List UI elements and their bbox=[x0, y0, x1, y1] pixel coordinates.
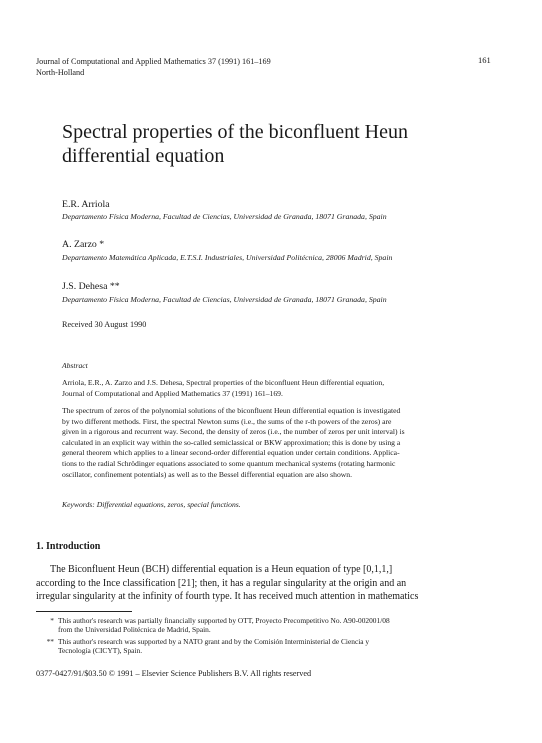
intro-line: irregular singularity at the infinity of fourth type. It has received much attention in mathematics bbox=[36, 591, 419, 602]
footnote-mark: ** bbox=[46, 637, 54, 646]
author-affiliation: Departamento Matemática Aplicada, E.T.S.I. Industriales, Universidad Politécnica, 28006 Madrid, Spain bbox=[62, 253, 393, 262]
abstract-line: oscillator, confinement potentials) as well as to the Bessel differential equation are also shown. bbox=[62, 469, 353, 479]
author-affiliation: Departamento Física Moderna, Facultad de Ciencias, Universidad de Granada, 18071 Granada, Spain bbox=[62, 295, 387, 304]
author-name: E.R. Arriola bbox=[62, 199, 110, 210]
author-name: J.S. Dehesa ** bbox=[62, 281, 120, 292]
intro-line: The Biconfluent Heun (BCH) differential equation is a Heun equation of type [0,1,1,] bbox=[50, 564, 393, 575]
title-line-2: differential equation bbox=[62, 145, 225, 167]
keywords: Keywords: Differential equations, zeros, special functions. bbox=[62, 500, 241, 509]
paper-title bbox=[62, 120, 502, 168]
citation-line: Journal of Computational and Applied Mathematics 37 (1991) 161–169. bbox=[62, 388, 283, 398]
abstract-line: general theorem which applies to a linear second-order differential equation under certain conditions. Applica- bbox=[62, 448, 400, 458]
footnote-divider bbox=[36, 611, 132, 612]
abstract-line: by two different methods. First, the spectral Newton sums (i.e., the sums of the r-th powers of the zeros) are bbox=[62, 416, 392, 426]
footnote bbox=[36, 616, 506, 634]
author-affiliation: Departamento Física Moderna, Facultad de Ciencias, Universidad de Granada, 18071 Granada, Spain bbox=[62, 212, 387, 221]
copyright-line: 0377-0427/91/$03.50 © 1991 – Elsevier Science Publishers B.V. All rights reserved bbox=[36, 669, 312, 678]
abstract-text bbox=[62, 406, 506, 480]
abstract-line: tions to the radial Schrödinger equations associated to some quantum mechanical systems (rotating harmonic bbox=[62, 458, 396, 468]
footnote bbox=[36, 637, 506, 655]
publisher: North-Holland bbox=[36, 67, 85, 77]
intro-line: according to the Ince classification [21]; then, it has a regular singularity at the origin and an bbox=[36, 577, 407, 589]
abstract-label: Abstract bbox=[62, 361, 88, 370]
introduction-body bbox=[36, 563, 506, 604]
abstract-line: The spectrum of zeros of the polynomial solutions of the biconfluent Heun differential equation is investigated bbox=[62, 406, 401, 415]
footnote-line: Tecnología (CICYT), Spain. bbox=[58, 646, 143, 656]
author-name: A. Zarzo * bbox=[62, 239, 105, 250]
journal-citation: Journal of Computational and Applied Mathematics 37 (1991) 161–169 bbox=[36, 57, 271, 66]
abstract-citation bbox=[62, 378, 506, 399]
abstract-line: given in a rigorous and recurrent way. Second, the density of zeros (i.e., the number of zeros per unit interval) is bbox=[62, 427, 405, 437]
title-line-1: Spectral properties of the biconfluent Heun bbox=[62, 121, 408, 143]
footnote-line: This author's research was partially financially supported by OTT, Proyecto Precompetitivo No. A90-002001/08 bbox=[58, 616, 390, 625]
journal-header bbox=[36, 57, 376, 78]
section-heading: 1. Introduction bbox=[36, 541, 101, 552]
abstract-line: calculated in an explicit way within the so-called semiclassical or BKW approximation; this is done by using a bbox=[62, 437, 401, 447]
received-date: Received 30 August 1990 bbox=[62, 320, 147, 329]
footnote-line: This author's research was supported by a NATO grant and by the Comisión Interministerial de Ciencia y bbox=[58, 637, 370, 646]
citation-line: Arriola, E.R., A. Zarzo and J.S. Dehesa, Spectral properties of the biconfluent Heun differential equation, bbox=[62, 378, 385, 387]
footnote-line: from the Universidad Politécnica de Madrid, Spain. bbox=[58, 625, 211, 635]
footnote-mark: * bbox=[50, 616, 54, 625]
page-number: 161 bbox=[478, 55, 491, 65]
